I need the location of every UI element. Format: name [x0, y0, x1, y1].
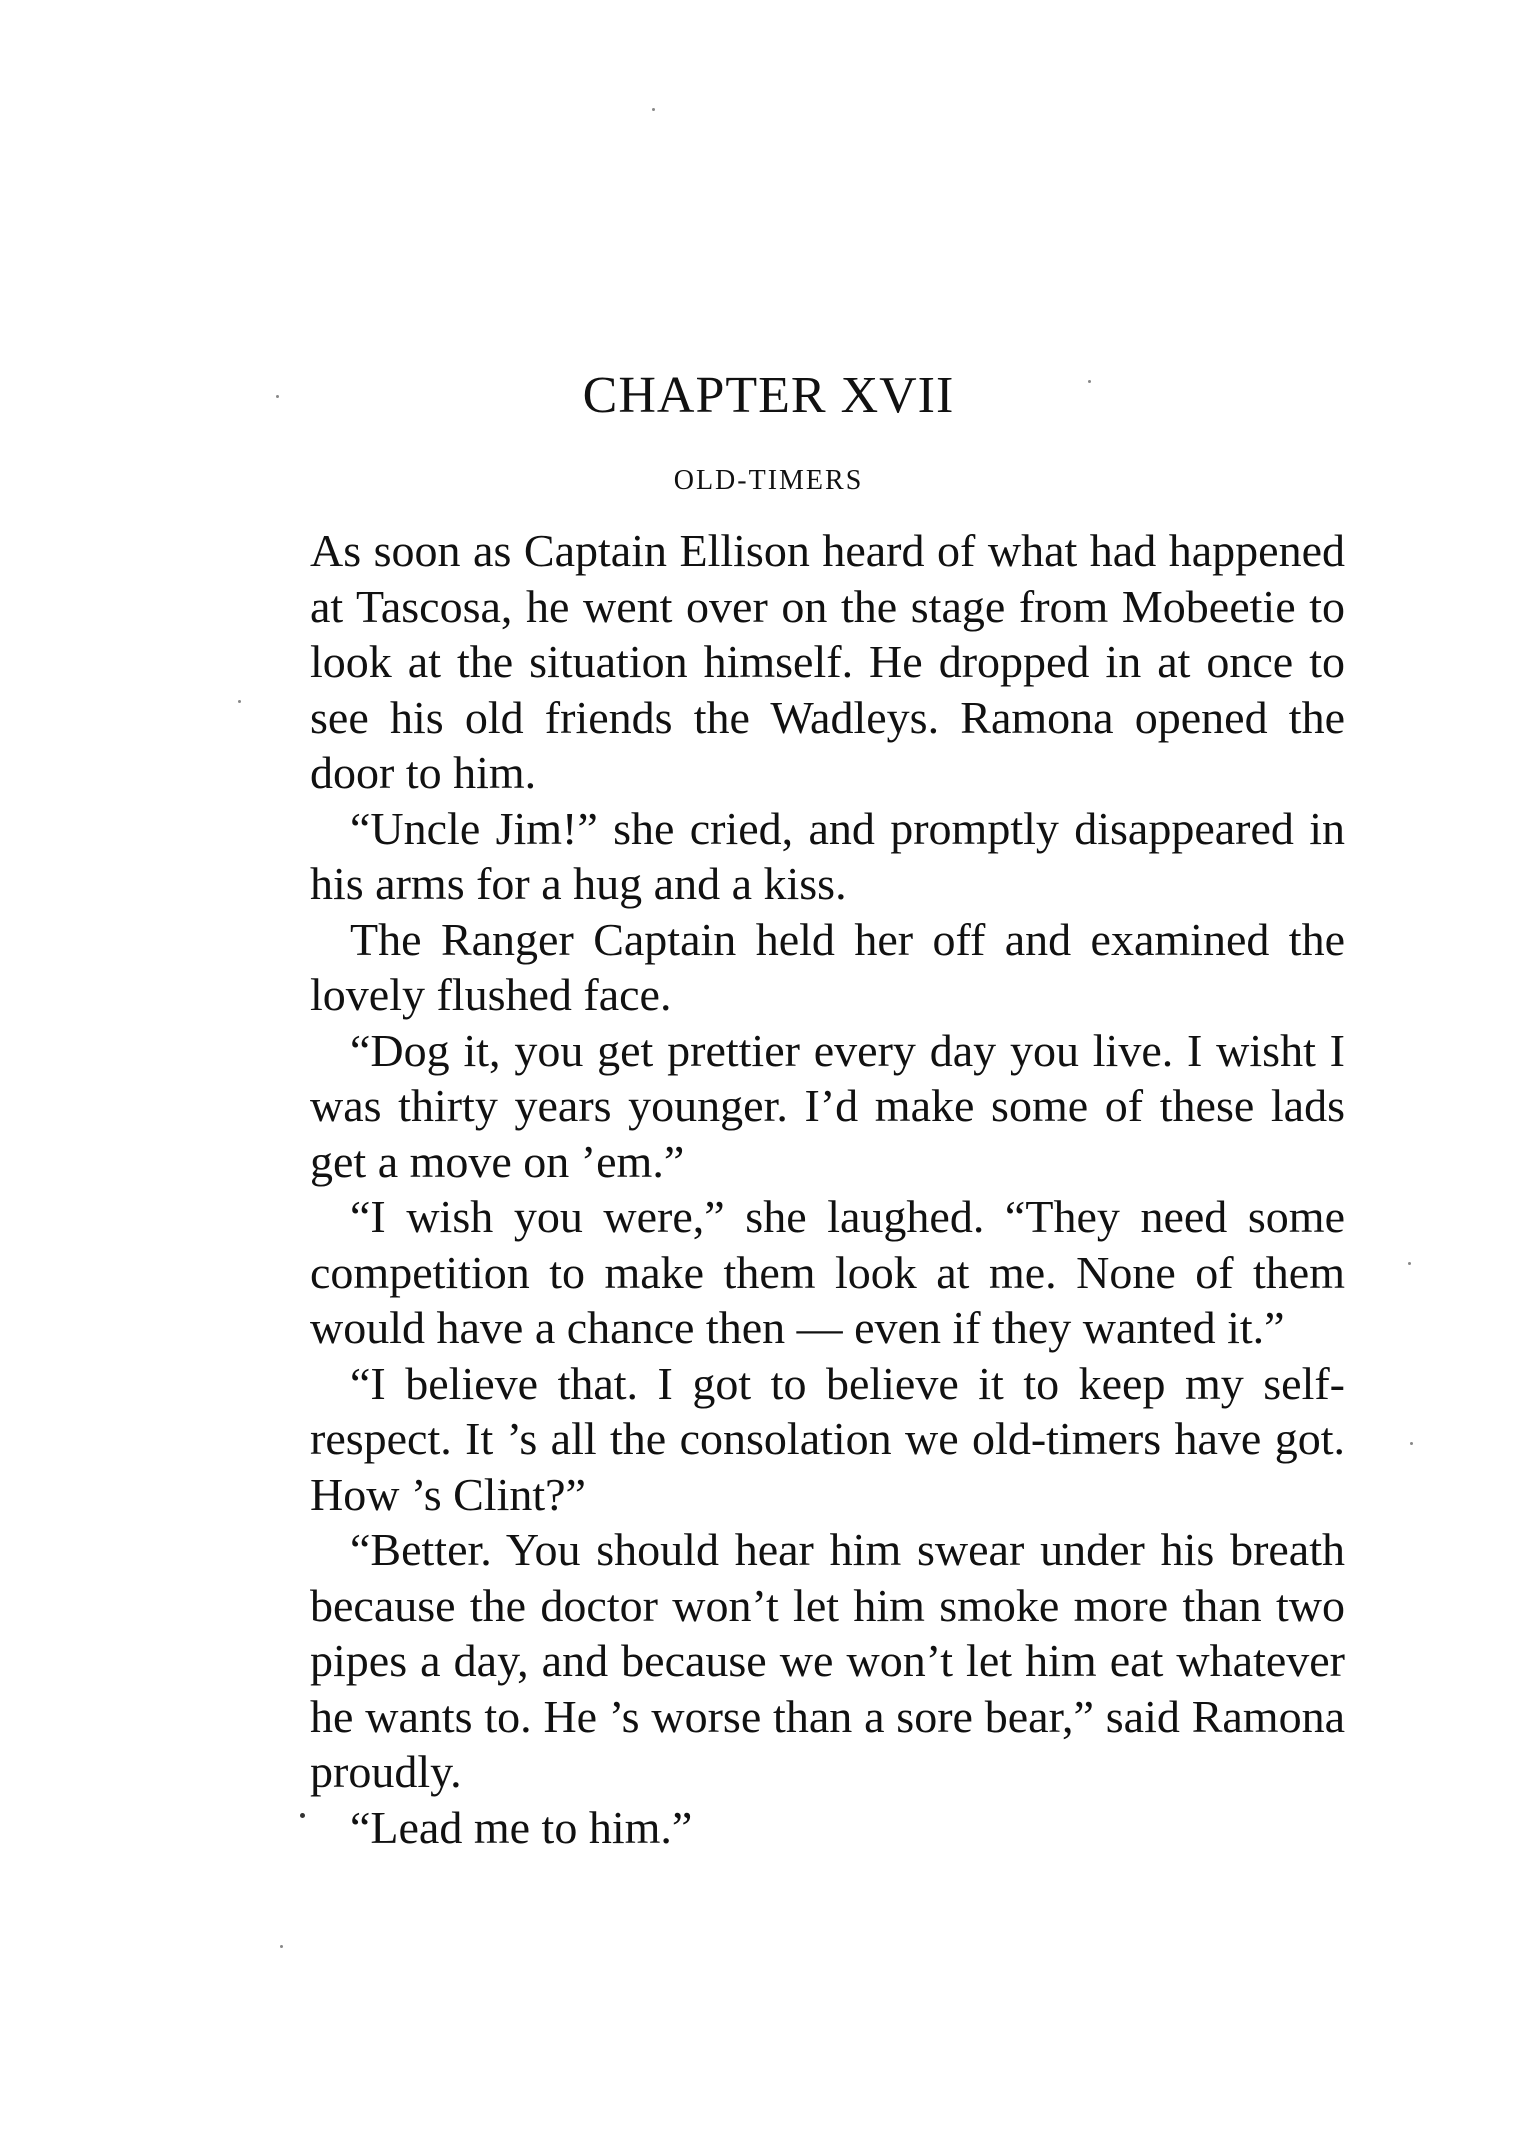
scan-speck — [1408, 1262, 1411, 1265]
scan-speck — [652, 108, 655, 111]
paragraph: As soon as Captain Ellison heard of what had happened at Tascosa, he went over on the stage from Mobeetie to look at the situation himself. He dropped in at once to see his old friends the Wadleys. Ramona opened the door to him. — [310, 525, 1345, 798]
scan-speck — [1410, 1442, 1413, 1445]
scan-speck — [280, 1945, 283, 1948]
paragraph: “I wish you were,” she laughed. “They need some competition to make them look at me. None of them would have a chance then — even if they wanted it.” — [310, 1191, 1345, 1353]
body-text — [310, 523, 1345, 1855]
paragraph: “Lead me to him.” — [350, 1801, 693, 1853]
chapter-subtitle: OLD-TIMERS — [673, 465, 864, 496]
paragraph: “Dog it, you get prettier every day you live. I wisht I was thirty years younger. I’d make some of these lads get a move on ’em.” — [310, 1024, 1345, 1187]
paragraph: “Uncle Jim!” she cried, and promptly disappeared in his arms for a hug and a kiss. — [310, 802, 1345, 909]
scan-speck — [300, 1813, 305, 1818]
scan-speck — [1088, 380, 1091, 383]
paragraph: “I believe that. I got to believe it to keep my self-respect. It ’s all the consolation we old-timers have got. How ’s Clint?” — [310, 1357, 1345, 1520]
scan-speck — [276, 395, 279, 398]
scan-speck — [238, 700, 241, 703]
paragraph: “Better. You should hear him swear under his breath because the doctor won’t let him smoke more than two pipes a day, and because we won’t let him eat whatever he wants to. He ’s worse than a sore bear,” said Ramona proudly. — [310, 1524, 1345, 1797]
chapter-title: CHAPTER XVII — [582, 367, 955, 424]
paragraph: The Ranger Captain held her off and examined the lovely flushed face. — [310, 913, 1345, 1020]
